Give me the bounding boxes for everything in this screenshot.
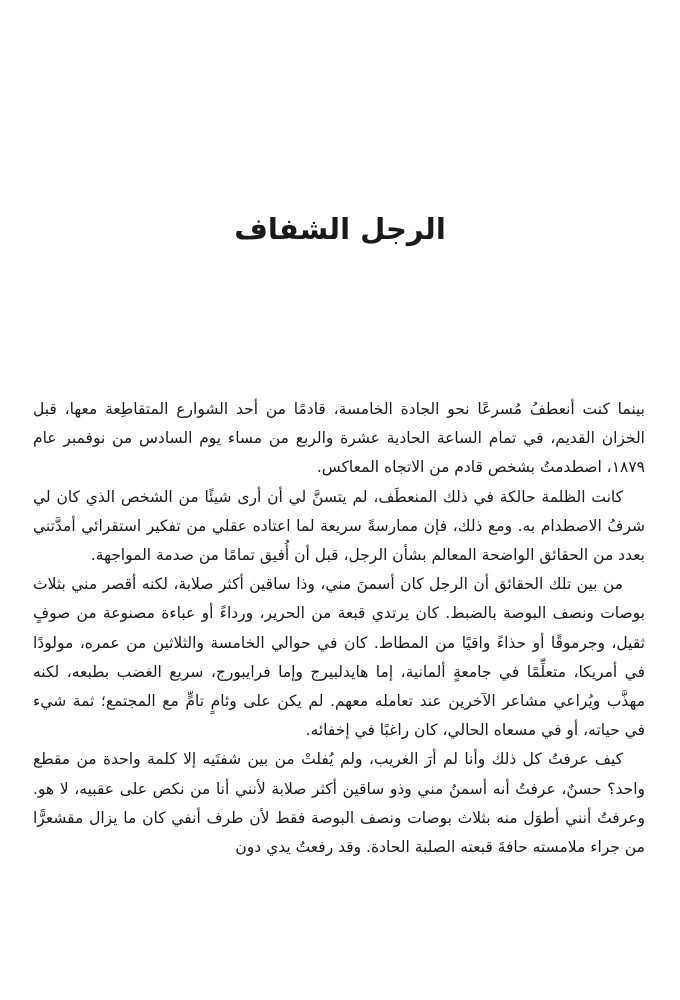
chapter-title: الرجل الشفاف [234,212,446,246]
paragraph: كانت الظلمة حالكة في ذلك المنعطَف، لم يتسنَّ لي أن أرى شيئًا من الشخص الذي كان لي شرفُ الاصطدام به. ومع ذلك، فإن ممارسةً سريعة لما اعتاده عقلي من تفكير استقرائي أمدَّتني بعدد من الحقائق الواضحة المعالم بشأن الرجل، قبل أن أُفيق تمامًا من صدمة المواجهة. [33,487,645,565]
chapter-body [33,395,645,862]
paragraph: كيف عرفتُ كل ذلك وأنا لم أرَ الغريب، ولم يُفلتْ من بين شفتَيه إلا كلمة واحدة من مقطع واحد؟ حسنٌ، عرفتُ أنه أسمنُ مني وذو ساقين أكثر صلابة لأنني أنا من نكص على عقبيه، لا هو. وعرفتُ أنني أطوَل منه بثلاث بوصات ونصف البوصة فقط لأن طرف أنفي كان ما يزال مقشعرًّا من جراء ملامسته حافةَ قبعته الصلبة الحادة. وقد رفعتُ يدي دون [33,750,645,857]
paragraph: من بين تلك الحقائق أن الرجل كان أسمنَ مني، وذا ساقين أكثر صلابة، لكنه أقصر مني بثلاث بوصات ونصف البوصة بالضبط. كان يرتدي قبعة من الحرير، ورداءً أو عباءة مصنوعة من صوفٍ ثقيل، وجرموقًا أو حذاءً واقيًا من المطاط. كان في حوالي الخامسة والثلاثين من عمره، مولودًا في أمريكا، متعلِّمًا في جامعةٍ ألمانية، إما هايدلبيرج وإما فرايبورج، سريع الغضب بطبعه، لكنه مهذَّب ويُراعي مشاعر الآخرين عند تعامله معهم. لم يكن على وئامٍ تامٍّ مع المجتمع؛ ثمة شيء في حياته، أو في مسعاه الحالي، كان راغبًا في إخفائه. [33,575,645,740]
paragraph: بينما كنت أنعطفُ مُسرعًا نحو الجادة الخامسة، قادمًا من أحد الشوارع المتقاطِعة معها، قبل الخزان القديم، في تمام الساعة الحادية عشرة والربع من مساء يوم السادس من نوفمبر عام ١٨٧٩، اصطدمتُ بشخص قادم من الاتجاه المعاكس. [33,400,645,477]
